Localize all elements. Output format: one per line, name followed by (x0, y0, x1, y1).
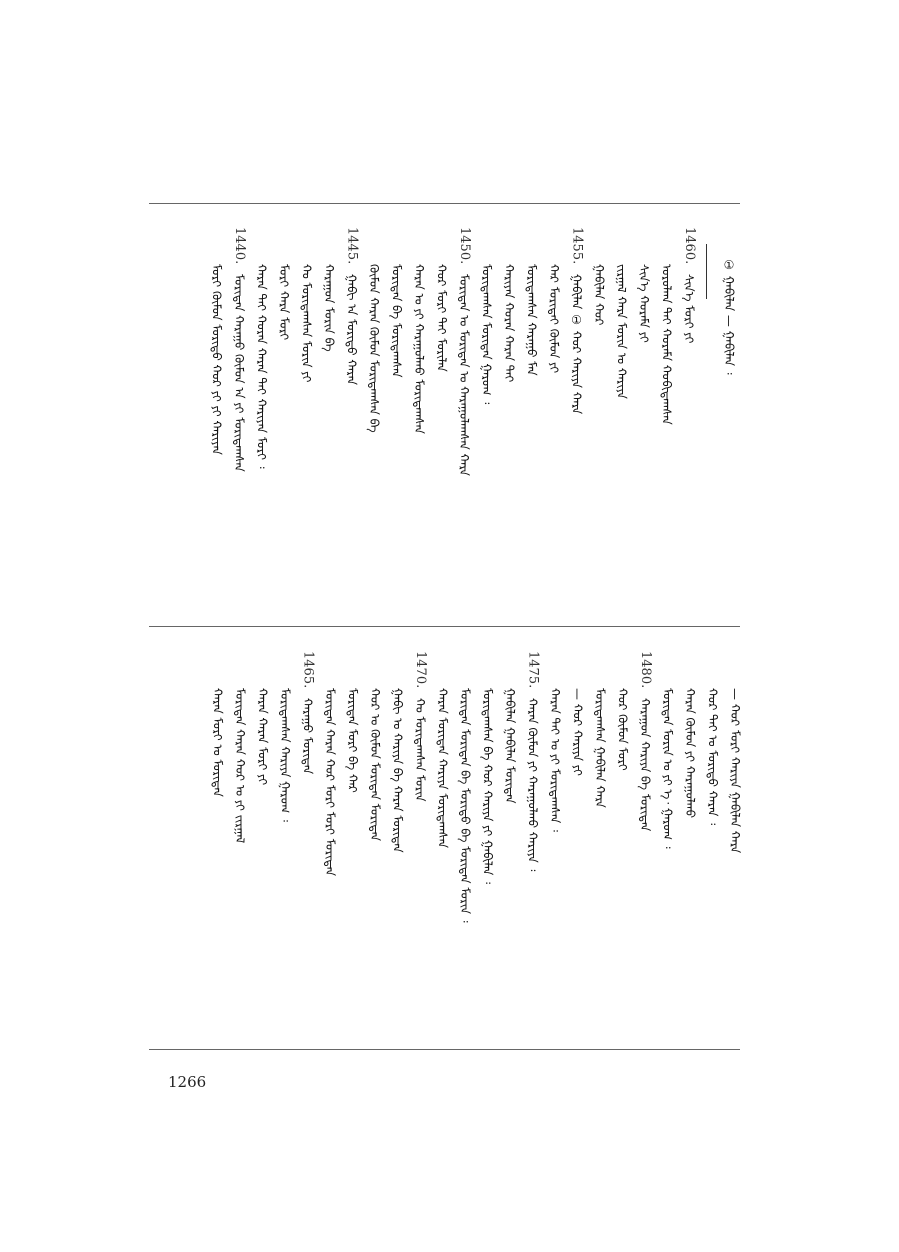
verse-text: ᠮᠣᠷᠢᠳᠠᠨ ᠮᠣᠷᠢᠳᠠᠨ ᠪᠠ ᠮᠣᠷᠢᠳᠤ ᠪᠠ ᠮᠣᠷᠢᠳᠠᠨ ᠮᠣᠷᠢᠨ ᠄ (458, 688, 472, 923)
line-number: 1460. (682, 227, 697, 265)
verse-text: ᠮᠣᠷᠢ ᠬᠠᠷᠠ ᠮᠣᠷᠢ (277, 264, 291, 341)
bottom-rule (149, 1049, 740, 1050)
verse-text: ᠬᠠᠷᠠᠨ ᠬᠦᠮᠦᠨ ᠶᠢ ᠬᠠᠷᠠᠭᠤᠯᠬᠤ ᠬᠠᠷᠢᠶᠠ ᠄ (525, 698, 540, 872)
verse-text: ᠬᠣᠷ ᠲᠠᠢ ᠤ ᠮᠣᠷᠢᠳᠤ ᠬᠠᠷᠠᠨ ᠄ (705, 688, 720, 826)
verse-text: ᠮᠣᠷᠢ ᠬᠦᠮᠦᠨ ᠮᠣᠷᠢᠳᠤ ᠬᠣᠷ ᠶᠢ ᠶᠢ ᠬᠠᠷᠢᠶᠠᠨ (209, 264, 224, 455)
verse-text: ᠬᠣ ᠮᠣᠷᠢᠳᠠᠭᠰᠠᠨ ᠮᠣᠷᠢᠨ ᠶᠢ (299, 264, 314, 383)
verse-text: ᠵᠢᠷᠭᠠᠯ ᠬᠠᠷᠠ ᠮᠣᠷᠢᠨ ᠤ ᠬᠠᠷᠢᠶᠠ (614, 264, 629, 399)
verse-text: ᠬᠠᠷᠠᠭᠤᠨ ᠬᠠᠷᠢᠶᠠ ᠪᠠ ᠮᠣᠷᠢᠳᠠᠨ (638, 698, 652, 832)
verse-text: ᠬᠣ ᠮᠣᠷᠢᠳᠠᠭᠰᠠᠨ ᠮᠣᠷᠢᠨ (413, 698, 427, 802)
verse-text: ᠬᠠᠷᠠᠨ ᠲᠠᠢ ᠤ ᠶᠢ ᠮᠣᠷᠢᠳᠠᠭᠰᠠᠨ ᠄ (548, 688, 562, 832)
verse-text: ᠬᠠᠷᠢᠶᠠᠨ ᠬᠣᠷᠠᠨ ᠬᠠᠷᠠᠨ ᠲᠠᠢ (502, 264, 516, 383)
verse-text: ᠰᠢᠨ᠎ᠡ ᠮᠣᠷᠢ ᠶᠢ (682, 274, 696, 344)
verse-text: ᠭᠠᠪᠢ ᠠ ᠮᠣᠷᠢᠳᠤ ᠬᠠᠷᠠᠨ (344, 274, 359, 386)
line-number: 1465. (300, 651, 316, 689)
verse-text: ᠬᠠᠷ ᠮᠣᠷᠢᠳᠠᠢ ᠬᠦᠮᠦᠨ ᠶᠢ (547, 264, 561, 374)
footnote-text: ① ᠭᠠᠪᠢᠯᠠᠨ — ᠭᠠᠪᠢᠯᠠᠨ ᠄ (722, 258, 736, 375)
verse-text: ᠮᠣᠷᠢᠳᠠᠨ ᠬᠠᠷᠠᠭᠤ ᠬᠦᠮᠦᠨ ᠠ ᠶᠢ ᠮᠣᠷᠢᠳᠠᠭᠰᠠᠨ (232, 274, 246, 472)
verse-text: ᠮᠣᠷᠢᠳᠠᠨ ᠮᠣᠷᠢ ᠪᠠ ᠬᠠᠷ (345, 688, 360, 793)
verse-text: ᠬᠠᠷᠠᠨ ᠮᠣᠷᠢ ᠤ ᠮᠣᠷᠢᠳᠠᠨ (210, 688, 225, 797)
verse-text: ᠭᠠᠪᠢᠯᠠᠨ ᠭᠠᠪᠢᠯᠠᠨ ᠮᠣᠷᠢᠳᠠᠨ (503, 688, 517, 804)
verse-text: ᠰᠢᠨ᠎ᠡ ᠬᠤᠷᠠᠮᠠ ᠶᠢ (637, 264, 651, 343)
verse-text: ᠬᠠᠷᠠᠨ ᠤ ᠶᠢ ᠬᠠᠷᠠᠭᠤᠯᠬᠤ ᠮᠣᠷᠢᠳᠠᠭᠰᠠᠨ (412, 264, 426, 434)
verse-text: ᠬᠠᠷᠠᠨ ᠬᠠᠷᠠᠨ ᠮᠣᠷᠢ ᠶᠢ (255, 688, 270, 786)
verse-text: ᠬᠣᠷ ᠬᠦᠮᠦᠨ ᠮᠣᠷᠢ (615, 688, 630, 771)
verse-text: ᠬᠠᠷᠠᠨ ᠬᠦᠮᠦᠨ ᠶᠢ ᠬᠠᠷᠠᠭᠤᠯᠬᠤ (683, 688, 697, 818)
verse-text: ᠤᠷᠤᠯᠬᠠ ᠲᠠᠢ ᠬᠤᠷᠠᠮᠠ ᠬᠣᠪᠢᠳᠠᠭᠰᠠᠨ (659, 264, 674, 425)
verse-text: — ᠬᠣᠷ ᠬᠠᠷᠢᠶᠠ ᠶᠢ (570, 688, 585, 776)
line-number: 1480. (638, 651, 653, 689)
line-number: 1440. (232, 227, 247, 265)
verse-text: ᠬᠠᠷᠠᠭᠤ ᠮᠣᠷᠢᠳᠠᠨ (300, 698, 315, 775)
verse-text: ᠬᠠᠷᠠᠨ ᠮᠣᠷᠢᠳᠠᠨ ᠬᠠᠷᠢᠶᠠ ᠮᠣᠷᠢᠳᠠᠭᠰᠠᠨ (435, 688, 450, 849)
verse-text: ᠮᠣᠷᠢᠳᠠᠭᠰᠠᠨ ᠮᠣᠷᠢᠳᠠᠨ ᠭᠠᠷᠤᠭ ᠄ (479, 264, 494, 405)
verse-text: ᠮᠣᠷᠢᠳᠠᠨ ᠮᠣᠷᠢᠨ ᠤ ᠶᠢ ᠡ᠂ ᠭᠠᠷᠤᠭ ᠄ (660, 688, 675, 849)
verse-text: ᠮᠣᠷᠢᠳᠠᠨ ᠤ ᠮᠣᠷᠢᠳᠠᠨ ᠤ ᠬᠠᠷᠠᠭᠤᠯᠠᠭᠰᠠᠨ ᠬᠠᠷᠠ (457, 274, 471, 476)
verse-text: ᠬᠦᠮᠦᠨ ᠬᠠᠷᠠᠨ ᠬᠦᠮᠦᠨ ᠮᠣᠷᠢᠳᠠᠭᠰᠠᠨ ᠪᠠ (367, 264, 381, 433)
verse-text: ᠮᠣᠷᠢᠳᠠᠭᠰᠠᠨ ᠪᠠ ᠬᠣᠷ ᠬᠠᠷᠢᠶᠠ ᠶᠢ ᠭᠠᠪᠢᠯᠠᠨ ᠄ (480, 688, 495, 884)
verse-text: ᠬᠠᠷᠠᠭᠤᠨ ᠮᠣᠷᠢᠨ ᠪᠠ (322, 264, 336, 352)
verse-text: ᠮᠣᠷᠢᠳᠠᠨ ᠬᠠᠷᠠᠨ ᠬᠣᠷ ᠮᠣᠷᠢ ᠮᠣᠷᠢ ᠮᠣᠷᠢᠳᠠᠨ (323, 688, 337, 877)
verse-text: ᠮᠣᠷᠢᠳᠠᠨ ᠬᠠᠷᠠᠨ ᠬᠣᠷ ᠤ ᠶᠢ ᠵᠢᠷᠭᠠᠯ (233, 688, 247, 844)
verse-text: ᠮᠣᠷᠢᠳᠠᠭᠰᠠᠨ ᠭᠠᠪᠢᠯᠠᠨ ᠬᠠᠷᠠ (593, 688, 607, 808)
middle-rule (149, 626, 740, 627)
verse-text: ᠬᠣᠷ ᠮᠣᠷᠢ ᠲᠠᠢ ᠮᠣᠷᠢᠯᠠᠨ (434, 264, 449, 372)
line-number: 1455. (569, 227, 585, 265)
verse-text: ᠭᠠᠪᠢᠯᠠᠨ ① ᠬᠣᠷ ᠬᠠᠷᠢᠶᠠ ᠬᠠᠷᠠ (569, 274, 584, 415)
line-number: 1470. (413, 651, 428, 689)
top-rule (149, 203, 740, 204)
verse-text: ᠮᠣᠷᠢᠳᠠᠭᠰᠠᠨ ᠬᠠᠷᠢᠶᠠ ᠭᠠᠷᠤᠭ ᠄ (278, 688, 292, 822)
verse-text: — ᠬᠣᠷ ᠮᠣᠷᠢ ᠬᠠᠷᠢᠶᠠ ᠭᠠᠪᠢᠯᠠᠨ ᠬᠠᠷᠠ (728, 688, 742, 854)
line-number: 1445. (344, 227, 360, 265)
verse-text: ᠭᠠᠪᠢ ᠤ ᠬᠠᠷᠢᠶᠠ ᠪᠠ ᠬᠠᠷᠠᠨ ᠮᠣᠷᠢᠳᠠᠨ (390, 688, 405, 853)
verse-text: ᠮᠣᠷᠢᠳᠠᠭᠰᠠᠨ ᠬᠠᠷᠠᠭᠤ ᠮᠠᠨ (524, 264, 539, 376)
verse-text: ᠮᠣᠷᠢᠳᠠᠨ ᠪᠡ ᠮᠣᠷᠢᠳᠠᠭᠰᠠᠨ (389, 264, 404, 378)
page-number: 1266 (168, 1073, 207, 1091)
verse-text: ᠭᠠᠪᠢᠯᠠᠨ ᠬᠣᠷ (592, 264, 606, 326)
footnote-rule (706, 244, 707, 299)
line-number: 1475. (525, 651, 541, 689)
verse-text: ᠬᠠᠷᠠᠨ ᠲᠠᠢ ᠬᠣᠷᠠᠨ ᠬᠠᠷᠠᠨ ᠲᠠᠢ ᠬᠠᠷᠢᠶᠠᠨ ᠮᠣᠷᠢ ᠄ (254, 264, 269, 469)
verse-text: ᠬᠣᠷ ᠤ ᠬᠦᠮᠦᠨ ᠮᠣᠷᠢᠳᠠᠨ ᠮᠣᠷᠢᠳᠠᠨ (368, 688, 382, 842)
line-number: 1450. (457, 227, 472, 265)
